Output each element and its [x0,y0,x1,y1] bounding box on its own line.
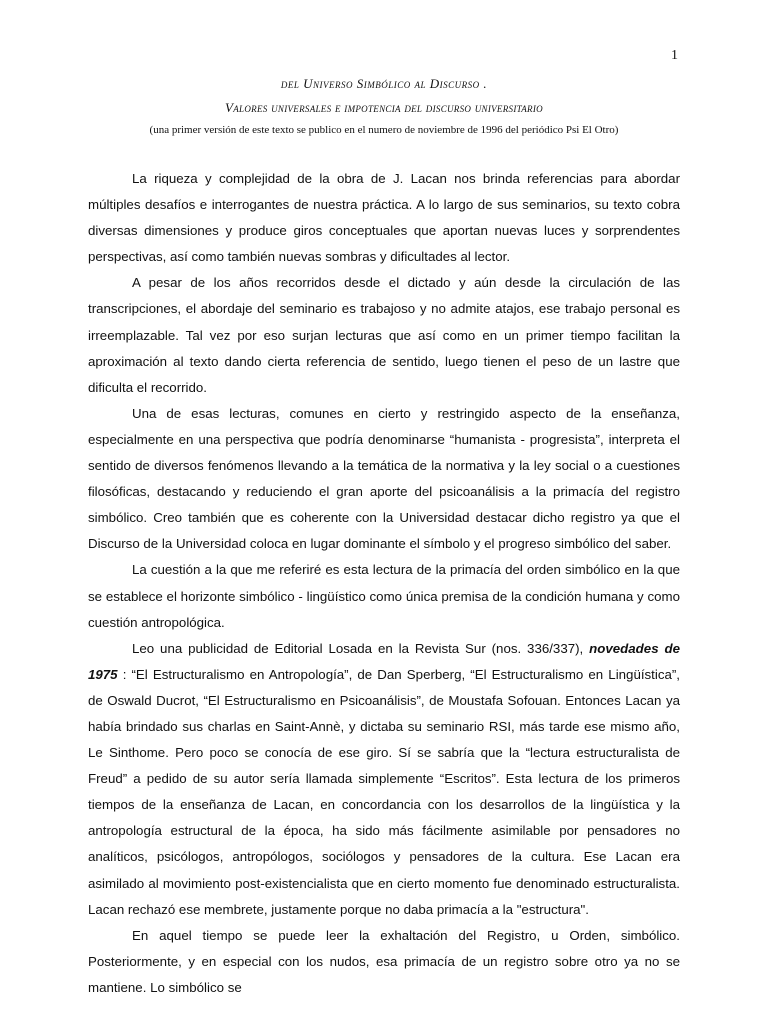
document-subtitle: Valores universales e impotencia del discurso universitario [225,100,543,115]
paragraph-2: A pesar de los años recorridos desde el dictado y aún desde la circulación de las transcripciones, el abordaje del seminario es trabajoso y no admite atajos, ese trabajo personal es irreemplazable. Tal vez por eso surjan lecturas que así como en un primer tiempo facilitan la aproximación al texto dando cierta referencia de sentido, luego tienen el peso de un lastre que dificulta el recorrido. [88,275,680,395]
publication-note: (una primer versión de este texto se publico en el numero de noviembre de 1996 del periódico Psi El Otro) [149,124,619,136]
paragraph-5-before: Leo una publicidad de Editorial Losada en la Revista Sur (nos. 336/337), [132,640,590,656]
body-text [88,166,680,1001]
paragraph-5-emphasis: novedades de 1975 [88,640,680,682]
page-number: 1 [671,48,678,63]
paragraph-5-after: : “El Estructuralismo en Antropología”, de Dan Sperberg, “El Estructuralismo en Lingüística”, de Oswald Ducrot, “El Estructuralismo en Psicoanálisis”, de Moustafa Sofouan. Entonces Lacan ya había brindado sus charlas en Saint-Annè, y dictaba su seminario RSI, más tarde ese mismo año, Le Sinthome. Pero poco se conocía de ese giro. Sí se sabría que la “lectura estructuralista de Freud” a pedido de su autor sería llamada simplemente “Escritos”. Esta lectura de los primeros tiempos de la enseñanza de Lacan, en concordancia con los desarrollos de la lingüística y la antropología estructural de la época, ha sido más fácilmente asimilable por pensadores no analíticos, psicólogos, antropólogos, sociólogos y pensadores de la cultura. Ese Lacan era asimilado al movimiento post-existencialista que en cierto momento fue denominado estructuralista. Lacan rechazó ese membrete, justamente porque no daba primacía a la "estructura". [88,666,680,917]
paragraph-3: Una de esas lecturas, comunes en cierto y restringido aspecto de la enseñanza, especialmente en una perspectiva que podría denominarse “humanista - progresista”, interpreta el sentido de diversos fenómenos llevando a la temática de la normativa y la ley social o a cuestiones filosóficas, destacando y reduciendo el gran aporte del psicoanálisis a la primacía del registro simbólico. Creo también que es coherente con la Universidad destacar dicho registro ya que el Discurso de la Universidad coloca en lugar dominante el símbolo y el progreso simbólico del saber. [88,405,680,552]
paragraph-1: La riqueza y complejidad de la obra de J. Lacan nos brinda referencias para abordar múltiples desafíos e interrogantes de nuestra práctica. A lo largo de sus seminarios, su texto cobra diversas dimensiones y produce giros conceptuales que aportan nuevas luces y sorprendentes perspectivas, así como también nuevas sombras y dificultades al lector. [88,171,680,265]
paragraph-5 [88,636,680,923]
paragraph-4: La cuestión a la que me referiré es esta lectura de la primacía del orden simbólico en la que se establece el horizonte simbólico - lingüístico como única premisa de la condición humana y como cuestión antropológica. [88,562,680,630]
document-title: del Universo Simbólico al Discurso . [280,76,488,91]
paragraph-6: En aquel tiempo se puede leer la exhaltación del Registro, u Orden, simbólico. Posteriormente, y en especial con los nudos, esa primacía de un registro sobre otro ya no se mantiene. Lo simbólico se [88,927,680,995]
